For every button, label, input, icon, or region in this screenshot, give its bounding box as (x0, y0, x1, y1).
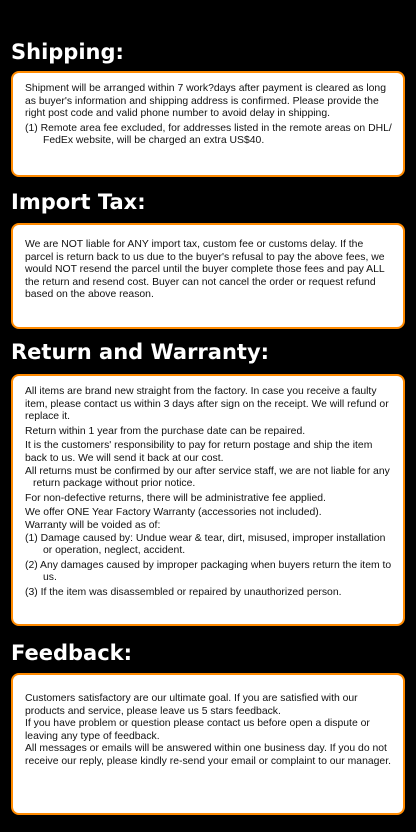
return-item: Return within 1 year from the purchase date can be repaired. (25, 425, 306, 437)
return-item: It is the customers' responsibility to pay for return postage and ship the item back to us. We will send it back at our cost. (25, 440, 373, 464)
import-tax-paragraph: We are NOT liable for ANY import tax, custom fee or customs delay. If the parcel is return back to us due to the buyer's refusal to pay the above fees, we would NOT resend the parcel until the buyer complete those fees and pay ALL the return and resend cost. Buyer can not cancel the order or request refund based on the above reason. (25, 239, 385, 301)
return-item: All items are brand new straight from the factory. In case you receive a faulty item, please contact us within 3 days after sign on the receipt. We will refund or replace it. (25, 386, 389, 423)
warranty-void-item: (1) Damage caused by: Undue wear & tear, dirt, misused, improper installation or operation, neglect, accident. (25, 532, 386, 557)
return-item: All returns must be confirmed by our after service staff, we are not liable for any return package without prior notice. (25, 465, 390, 490)
feedback-heading: Feedback: (11, 641, 133, 665)
return-warranty-box (11, 374, 405, 626)
shipping-remote-fee-note: (1) Remote area fee excluded, for addresses listed in the remote areas on DHL/ FedEx website, will be charged an extra US$40. (25, 122, 392, 147)
warranty-void-item: (3) If the item was disassembled or repaired by unauthorized person. (25, 586, 342, 598)
feedback-item: If you have problem or question please contact us before open a dispute or leaving any type of feedback. (25, 718, 370, 742)
shipping-heading: Shipping: (11, 40, 124, 64)
import-tax-heading: Import Tax: (11, 190, 146, 214)
return-warranty-heading: Return and Warranty: (11, 340, 270, 364)
shipping-box (11, 71, 405, 177)
shipping-paragraph: Shipment will be arranged within 7 work?days after payment is cleared as long as buyer's information and shipping address is confirmed. Please provide the right post code and valid phone number to avoid delay in shipping. (25, 83, 386, 120)
import-tax-box (11, 223, 405, 329)
feedback-item: All messages or emails will be answered within one business day. If you do not receive our reply, please kindly re-send your email or complaint to our manager. (25, 743, 391, 767)
warranty-void-heading: Warranty will be voided as of: (25, 519, 161, 531)
return-item: We offer ONE Year Factory Warranty (accessories not included). (25, 507, 322, 519)
feedback-box (11, 673, 405, 815)
warranty-void-item: (2) Any damages caused by improper packaging when buyers return the item to us. (25, 559, 392, 584)
return-item: For non-defective returns, there will be administrative fee applied. (25, 492, 326, 504)
feedback-item: Customers satisfactory are our ultimate goal. If you are satisfied with our products and service, please leave us 5 stars feedback. (25, 693, 358, 717)
